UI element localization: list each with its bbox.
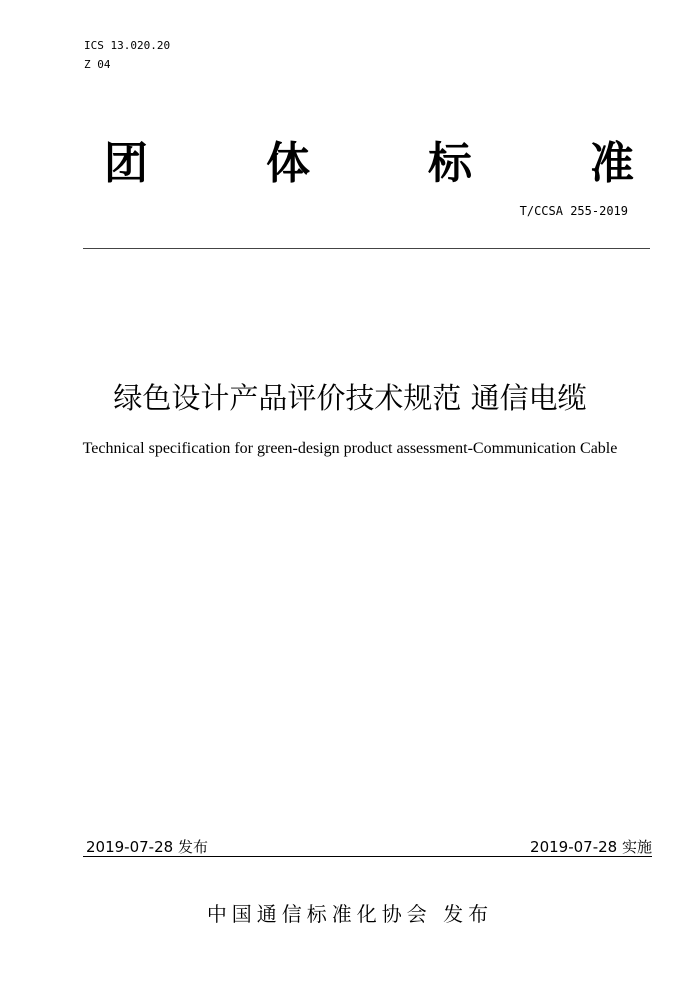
publisher: 中国通信标准化协会 发布 (206, 902, 494, 926)
top-divider (83, 248, 650, 249)
standard-type-char-4: 准 (590, 138, 634, 189)
publish-date: 2019-07-28 发布 (86, 838, 208, 856)
standard-type-title (104, 136, 634, 192)
ccs-code: Z 04 (84, 58, 111, 71)
bottom-divider (83, 856, 652, 857)
document-title-en: Technical specification for green-design product assessment-Communication Cable (82, 440, 618, 457)
ics-code: ICS 13.020.20 (84, 39, 171, 52)
implement-date: 2019-07-28 实施 (530, 838, 652, 856)
standard-type-char-3: 标 (428, 138, 472, 189)
standard-type-char-2: 体 (266, 138, 310, 189)
standard-type-char-1: 团 (104, 138, 148, 189)
standard-number: T/CCSA 255-2019 (519, 204, 628, 218)
document-title-cn: 绿色设计产品评价技术规范 通信电缆 (113, 381, 587, 415)
classification-codes (84, 36, 170, 74)
